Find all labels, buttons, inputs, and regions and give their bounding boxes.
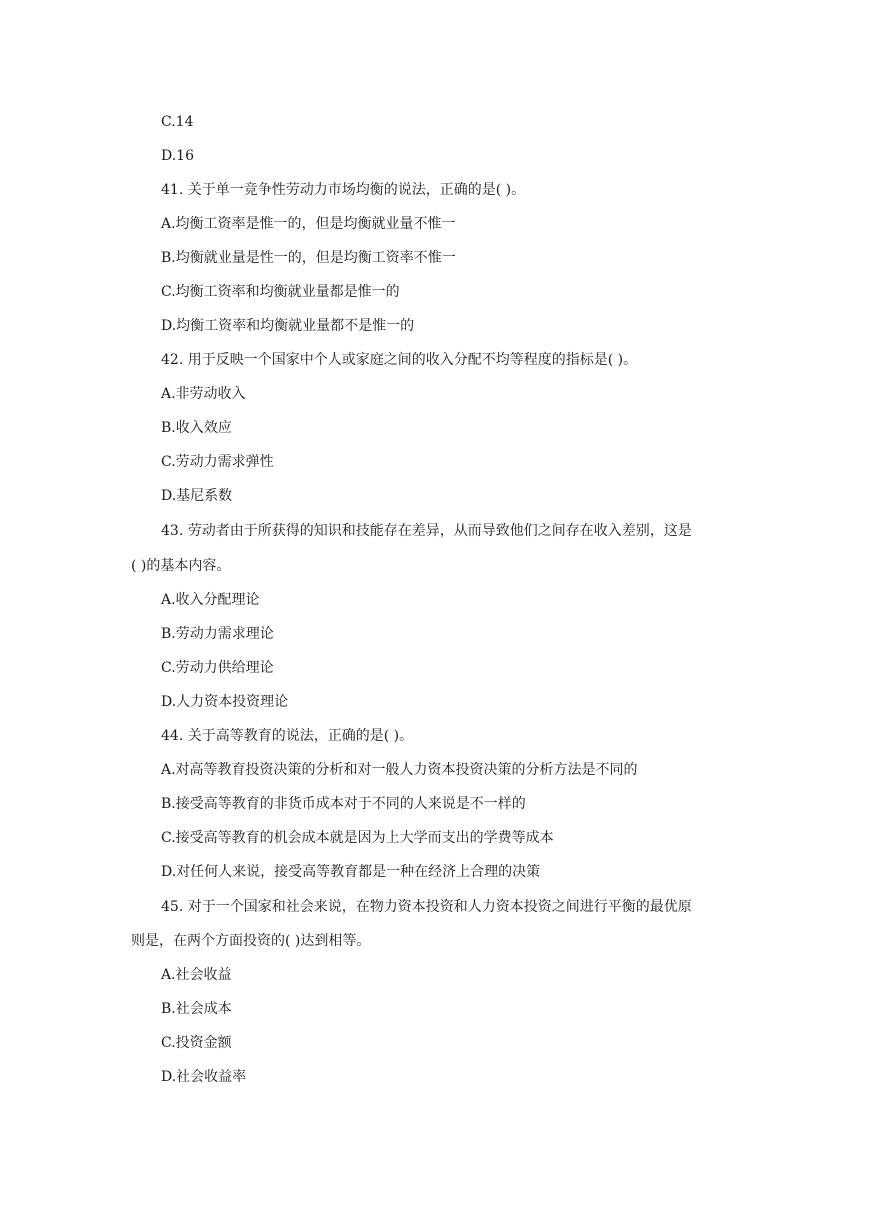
option-d-q41: D.均衡工资率和均衡就业量都不是惟一的 bbox=[161, 318, 415, 334]
option-d-q40: D.16 bbox=[161, 148, 194, 164]
question-44: 44. 关于高等教育的说法，正确的是( )。 bbox=[161, 728, 414, 744]
option-b-q44: B.接受高等教育的非货币成本对于不同的人来说是不一样的 bbox=[161, 796, 526, 812]
option-d-q42: D.基尼系数 bbox=[161, 488, 233, 504]
question-41: 41. 关于单一竞争性劳动力市场均衡的说法，正确的是( )。 bbox=[161, 182, 526, 198]
question-42: 42. 用于反映一个国家中个人或家庭之间的收入分配不均等程度的指标是( )。 bbox=[161, 352, 638, 368]
option-d-q44: D.对任何人来说，接受高等教育都是一种在经济上合理的决策 bbox=[161, 864, 541, 880]
option-b-q41: B.均衡就业量是性一的，但是均衡工资率不惟一 bbox=[161, 250, 456, 266]
option-a-q43: A.收入分配理论 bbox=[161, 592, 260, 608]
option-d-q45: D.社会收益率 bbox=[161, 1069, 247, 1085]
option-a-q42: A.非劳动收入 bbox=[161, 386, 246, 402]
question-45: 45. 对于一个国家和社会来说，在物力资本投资和人力资本投资之间进行平衡的最优原 bbox=[161, 899, 692, 915]
question-45-continued: 则是，在两个方面投资的( )达到相等。 bbox=[131, 933, 371, 949]
option-a-q45: A.社会收益 bbox=[161, 967, 232, 983]
option-c-q41: C.均衡工资率和均衡就业量都是惟一的 bbox=[161, 284, 400, 300]
option-c-q40: C.14 bbox=[161, 114, 194, 130]
option-c-q42: C.劳动力需求弹性 bbox=[161, 454, 274, 470]
option-b-q45: B.社会成本 bbox=[161, 1001, 232, 1017]
question-43-continued: ( )的基本内容。 bbox=[131, 558, 231, 574]
question-43: 43. 劳动者由于所获得的知识和技能存在差异，从而导致他们之间存在收入差别，这是 bbox=[161, 523, 692, 539]
option-b-q42: B.收入效应 bbox=[161, 420, 232, 436]
option-c-q45: C.投资金额 bbox=[161, 1035, 232, 1051]
option-b-q43: B.劳动力需求理论 bbox=[161, 626, 274, 642]
option-a-q44: A.对高等教育投资决策的分析和对一般人力资本投资决策的分析方法是不同的 bbox=[161, 762, 638, 778]
option-a-q41: A.均衡工资率是惟一的，但是均衡就业量不惟一 bbox=[161, 216, 456, 232]
option-c-q44: C.接受高等教育的机会成本就是因为上大学而支出的学费等成本 bbox=[161, 830, 554, 846]
option-d-q43: D.人力资本投资理论 bbox=[161, 694, 289, 710]
option-c-q43: C.劳动力供给理论 bbox=[161, 660, 274, 676]
